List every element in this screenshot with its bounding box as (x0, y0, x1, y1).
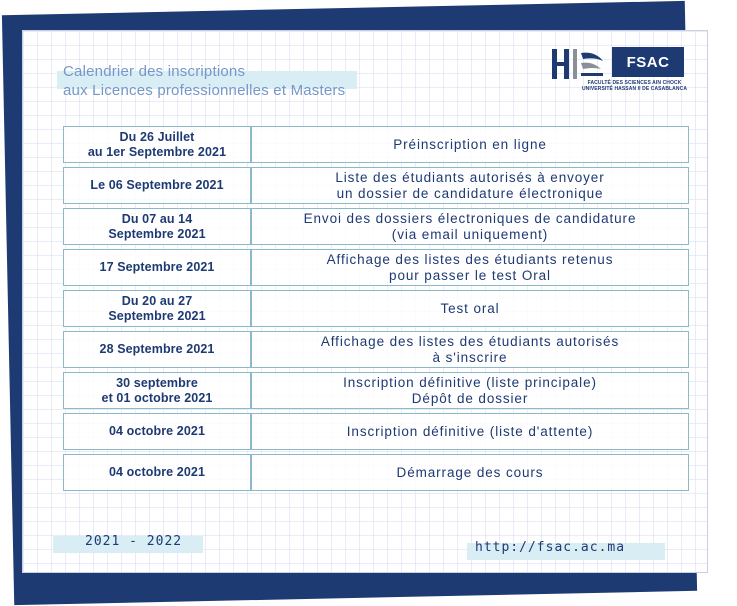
schedule-table (63, 126, 689, 495)
event-cell: Affichage des listes des étudiants retenus pour passer le test Oral (251, 249, 689, 286)
calendar-card (22, 30, 708, 573)
event-cell: Affichage des listes des étudiants autorisés à s'inscrire (251, 331, 689, 368)
table-row (63, 167, 689, 208)
event-cell: Liste des étudiants autorisés à envoyer un dossier de candidature électronique (251, 167, 689, 204)
table-row (63, 126, 689, 167)
logo-university: UNIVERSITÉ HASSAN II DE CASABLANCA (581, 86, 688, 92)
date-cell: 28 Septembre 2021 (63, 331, 251, 368)
table-row (63, 208, 689, 249)
date-cell: 04 octobre 2021 (63, 413, 251, 450)
date-cell: 17 Septembre 2021 (63, 249, 251, 286)
title-line-2: aux Licences professionnelles et Masters (63, 82, 346, 99)
date-cell: 30 septembre et 01 octobre 2021 (63, 372, 251, 409)
table-row (63, 454, 689, 495)
date-cell: Du 07 au 14 Septembre 2021 (63, 208, 251, 245)
date-cell: Du 26 Juillet au 1er Septembre 2021 (63, 126, 251, 163)
table-row (63, 372, 689, 413)
table-row (63, 331, 689, 372)
event-cell: Préinscription en ligne (251, 126, 689, 163)
table-row (63, 290, 689, 331)
event-cell: Inscription définitive (liste d'attente) (251, 413, 689, 450)
logo-brand: FSAC (612, 47, 684, 77)
event-cell: Test oral (251, 290, 689, 327)
table-row (63, 413, 689, 454)
date-cell: 04 octobre 2021 (63, 454, 251, 491)
date-cell: Du 20 au 27 Septembre 2021 (63, 290, 251, 327)
logo-faculty: FACULTÉ DES SCIENCES AIN CHOCK (587, 80, 682, 86)
fsac-logo (551, 45, 691, 101)
date-cell: Le 06 Septembre 2021 (63, 167, 251, 204)
event-cell: Démarrage des cours (251, 454, 689, 491)
event-cell: Envoi des dossiers électroniques de candidature (via email uniquement) (251, 208, 689, 245)
page-title (63, 62, 345, 100)
event-cell: Inscription définitive (liste principale) Dépôt de dossier (251, 372, 689, 409)
logo-subtitle (577, 80, 692, 92)
academic-year: 2021 - 2022 (85, 534, 183, 549)
website-link[interactable]: http://fsac.ac.ma (475, 540, 626, 555)
university-emblem-icon (551, 47, 609, 81)
title-line-1: Calendrier des inscriptions (63, 63, 246, 80)
table-row (63, 249, 689, 290)
